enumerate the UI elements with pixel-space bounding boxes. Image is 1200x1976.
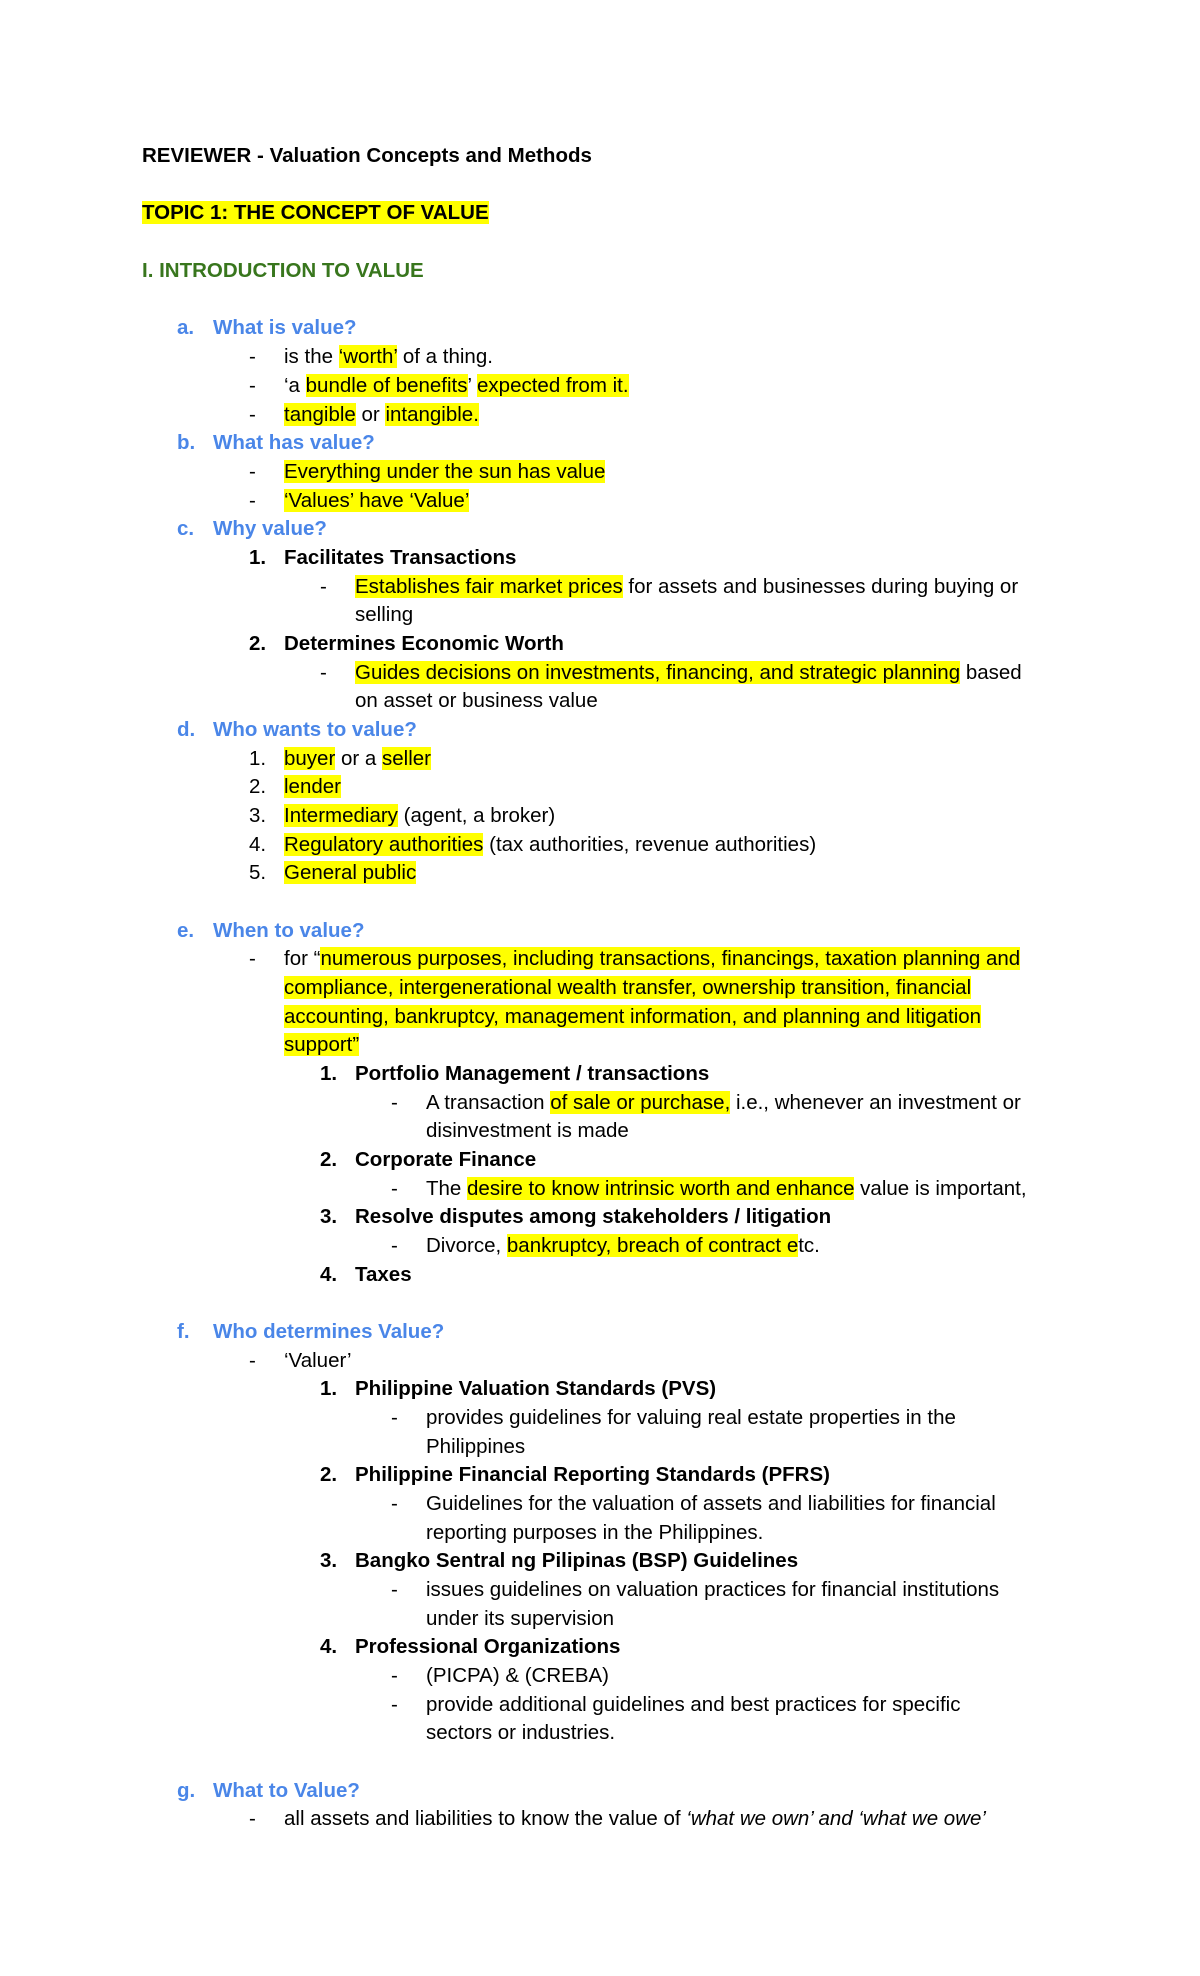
marker-c: c.: [177, 517, 195, 540]
list-item: Intermediary (agent, a broker): [284, 804, 556, 827]
section-heading: I. INTRODUCTION TO VALUE: [142, 259, 424, 282]
number-marker: 2.: [320, 1148, 338, 1171]
bullet-dash: -: [391, 1664, 398, 1687]
marker-d: d.: [177, 718, 196, 741]
marker-e: e.: [177, 919, 195, 942]
question-why-value: Why value?: [213, 517, 327, 540]
list-item: provide additional guidelines and best practices for specific: [426, 1693, 961, 1716]
list-item: Everything under the sun has value: [284, 460, 606, 483]
number-marker: 3.: [249, 804, 267, 827]
list-item: tangible or intangible.: [284, 403, 479, 426]
bullet-dash: -: [320, 575, 327, 598]
marker-a: a.: [177, 316, 195, 339]
number-marker: 3.: [320, 1205, 338, 1228]
list-item: for “numerous purposes, including transactions, financings, taxation planning and: [284, 947, 1021, 970]
numbered-item: Determines Economic Worth: [284, 632, 564, 655]
list-item-continuation: sectors or industries.: [426, 1721, 616, 1744]
number-marker: 1.: [320, 1062, 338, 1085]
bullet-dash: -: [391, 1177, 398, 1200]
question-what-is-value: What is value?: [213, 316, 357, 339]
list-item: all assets and liabilities to know the value of ‘what we own’ and ‘what we owe’: [284, 1807, 986, 1830]
question-when-to-value: When to value?: [213, 919, 365, 942]
list-item: is the ‘worth’ of a thing.: [284, 345, 493, 368]
question-who-determines-value: Who determines Value?: [213, 1320, 445, 1343]
bullet-dash: -: [391, 1693, 398, 1716]
question-what-to-value: What to Value?: [213, 1779, 360, 1802]
number-marker: 2.: [320, 1463, 338, 1486]
list-item: Guides decisions on investments, financing, and strategic planning based: [355, 661, 1022, 684]
numbered-item: Taxes: [355, 1263, 412, 1286]
numbered-item: Philippine Financial Reporting Standards (PFRS): [355, 1463, 830, 1486]
number-marker: 4.: [320, 1635, 338, 1658]
topic-heading: TOPIC 1: THE CONCEPT OF VALUE: [142, 201, 489, 224]
bullet-dash: -: [391, 1578, 398, 1601]
number-marker: 4.: [249, 833, 267, 856]
list-item: lender: [284, 775, 341, 798]
marker-b: b.: [177, 431, 196, 454]
bullet-dash: -: [249, 489, 256, 512]
bullet-dash: -: [249, 374, 256, 397]
number-marker: 4.: [320, 1263, 338, 1286]
number-marker: 1.: [249, 546, 267, 569]
bullet-dash: -: [391, 1091, 398, 1114]
bullet-dash: -: [249, 345, 256, 368]
list-item-continuation: disinvestment is made: [426, 1119, 629, 1142]
bullet-dash: -: [391, 1406, 398, 1429]
number-marker: 5.: [249, 861, 267, 884]
list-item: ‘Valuer’: [284, 1349, 352, 1372]
number-marker: 2.: [249, 632, 267, 655]
list-item: A transaction of sale or purchase, i.e., whenever an investment or: [426, 1091, 1021, 1114]
list-item-continuation: selling: [355, 603, 414, 626]
list-item: Guidelines for the valuation of assets and liabilities for financial: [426, 1492, 996, 1515]
numbered-item: Bangko Sentral ng Pilipinas (BSP) Guidelines: [355, 1549, 799, 1572]
question-who-wants-to-value: Who wants to value?: [213, 718, 417, 741]
list-item: Regulatory authorities (tax authorities, revenue authorities): [284, 833, 817, 856]
bullet-dash: -: [249, 947, 256, 970]
number-marker: 2.: [249, 775, 267, 798]
number-marker: 1.: [249, 747, 267, 770]
list-item: Divorce, bankruptcy, breach of contract etc.: [426, 1234, 820, 1257]
marker-f: f.: [177, 1320, 190, 1343]
number-marker: 3.: [320, 1549, 338, 1572]
question-what-has-value: What has value?: [213, 431, 375, 454]
bullet-dash: -: [249, 460, 256, 483]
numbered-item: Facilitates Transactions: [284, 546, 517, 569]
list-item-continuation: on asset or business value: [355, 689, 598, 712]
list-item: The desire to know intrinsic worth and enhance value is important,: [426, 1177, 1027, 1200]
bullet-dash: -: [249, 1349, 256, 1372]
bullet-dash: -: [249, 403, 256, 426]
list-item-continuation: support”: [284, 1033, 360, 1056]
bullet-dash: -: [391, 1234, 398, 1257]
list-item-continuation: Philippines: [426, 1435, 526, 1458]
list-item-continuation: under its supervision: [426, 1607, 615, 1630]
list-item: ‘a bundle of benefits’ expected from it.: [284, 374, 629, 397]
bullet-dash: -: [249, 1807, 256, 1830]
document-title: REVIEWER - Valuation Concepts and Methods: [142, 144, 592, 167]
marker-g: g.: [177, 1779, 196, 1802]
list-item: ‘Values’ have ‘Value’: [284, 489, 470, 512]
bullet-dash: -: [320, 661, 327, 684]
bullet-dash: -: [391, 1492, 398, 1515]
numbered-item: Professional Organizations: [355, 1635, 621, 1658]
list-item: buyer or a seller: [284, 747, 431, 770]
number-marker: 1.: [320, 1377, 338, 1400]
list-item-continuation: reporting purposes in the Philippines.: [426, 1521, 764, 1544]
numbered-item: Philippine Valuation Standards (PVS): [355, 1377, 717, 1400]
list-item: (PICPA) & (CREBA): [426, 1664, 609, 1687]
list-item: Establishes fair market prices for assets and businesses during buying or: [355, 575, 1019, 598]
list-item: provides guidelines for valuing real estate properties in the: [426, 1406, 956, 1429]
list-item: General public: [284, 861, 417, 884]
list-item-continuation: compliance, intergenerational wealth transfer, ownership transition, financial: [284, 976, 972, 999]
numbered-item: Corporate Finance: [355, 1148, 537, 1171]
numbered-item: Resolve disputes among stakeholders / litigation: [355, 1205, 832, 1228]
numbered-item: Portfolio Management / transactions: [355, 1062, 710, 1085]
list-item-continuation: accounting, bankruptcy, management information, and planning and litigation: [284, 1005, 982, 1028]
list-item: issues guidelines on valuation practices for financial institutions: [426, 1578, 1000, 1601]
